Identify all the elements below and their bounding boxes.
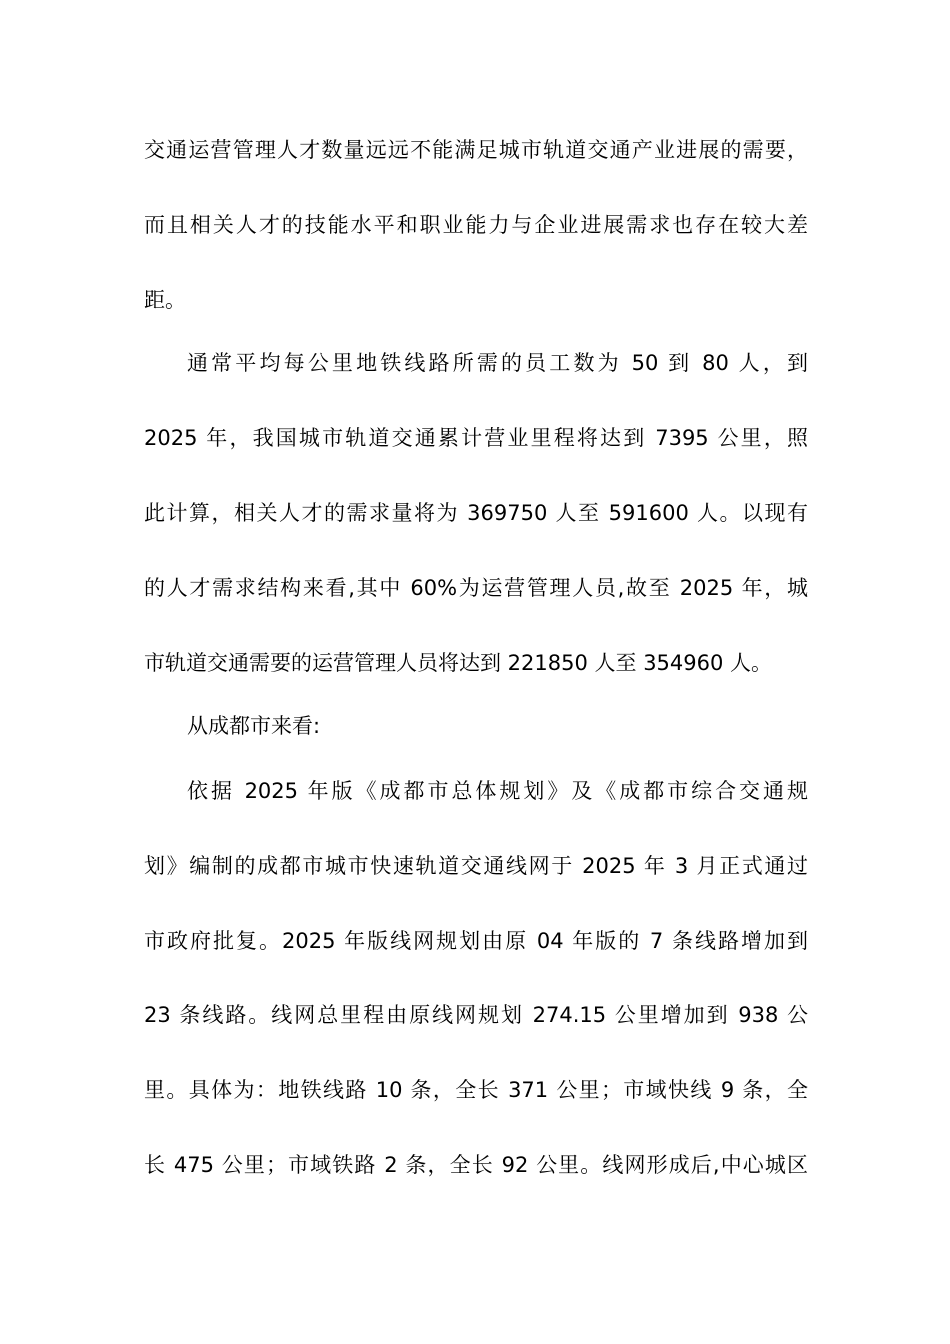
paragraph-line: 此计算，相关人才的需求量将为 369750 人至 591600 人。以现有 bbox=[144, 501, 808, 525]
paragraph-line: 市轨道交通需要的运营管理人员将达到 221850 人至 354960 人。 bbox=[144, 651, 773, 675]
paragraph-line: 划》编制的成都市城市快速轨道交通线网于 2025 年 3 月正式通过 bbox=[144, 854, 808, 878]
paragraph-line: 而且相关人才的技能水平和职业能力与企业进展需求也存在较大差 bbox=[144, 213, 808, 237]
section-heading: 从成都市来看: bbox=[187, 714, 321, 738]
paragraph-line: 的人才需求结构来看,其中 60%为运营管理人员,故至 2025 年，城 bbox=[144, 576, 808, 600]
paragraph-line: 里。具体为：地铁线路 10 条，全长 371 公里；市域快线 9 条，全 bbox=[144, 1078, 808, 1102]
paragraph-line: 通常平均每公里地铁线路所需的员工数为 50 到 80 人，到 bbox=[187, 351, 808, 375]
paragraph-line: 距。 bbox=[144, 288, 186, 312]
paragraph-line: 23 条线路。线网总里程由原线网规划 274.15 公里增加到 938 公 bbox=[144, 1003, 808, 1027]
paragraph-line: 交通运营管理人才数量远远不能满足城市轨道交通产业进展的需要， bbox=[144, 138, 808, 162]
paragraph-line: 2025 年，我国城市轨道交通累计营业里程将达到 7395 公里，照 bbox=[144, 426, 808, 450]
paragraph-line: 依据 2025 年版《成都市总体规划》及《成都市综合交通规 bbox=[187, 779, 808, 803]
paragraph-line: 长 475 公里；市域铁路 2 条，全长 92 公里。线网形成后,中心城区 bbox=[144, 1153, 808, 1177]
paragraph-line: 市政府批复。2025 年版线网规划由原 04 年版的 7 条线路增加到 bbox=[144, 929, 808, 953]
